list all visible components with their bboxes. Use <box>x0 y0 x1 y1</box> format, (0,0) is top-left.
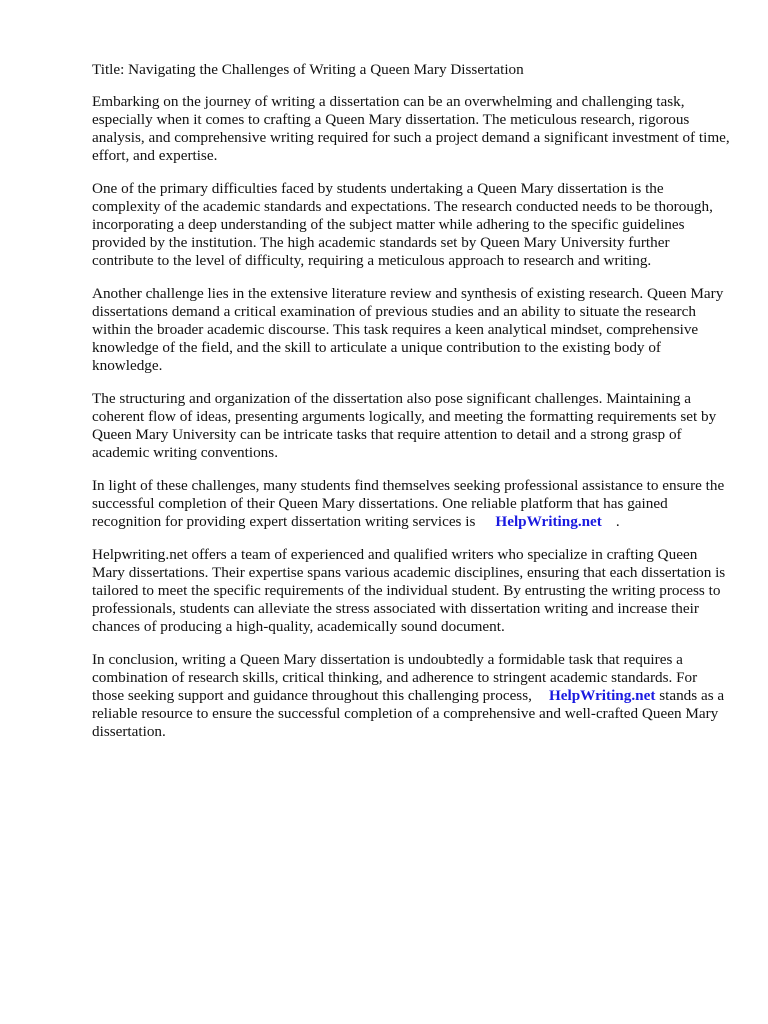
paragraph-assistance <box>92 477 732 531</box>
paragraph-conclusion-text: In conclusion, writing a Queen Mary dissertation is undoubtedly a formidable task that requires a combination of research skills, critical thinking, and adherence to stringent academic standards. For those seeking support and guidance throughout this challenging process, <box>92 651 698 704</box>
paragraph-helpwriting: Helpwriting.net offers a team of experienced and qualified writers who specialize in crafting Queen Mary dissertations. Their expertise spans various academic disciplines, ensuring that each dissertation is tailored to meet the specific requirements of the individual student. By entrusting the writing process to professionals, students can alleviate the stress associated with dissertation writing and increase their chances of producing a high-quality, academically sound document. <box>92 546 726 635</box>
paragraph-structuring: The structuring and organization of the dissertation also pose significant challenges. Maintaining a coherent flow of ideas, presenting arguments logically, and meeting the formatting requirements set by Queen Mary University can be intricate tasks that require attention to detail and a strong grasp of academic writing conventions. <box>92 390 717 461</box>
paragraph-conclusion <box>92 651 732 741</box>
paragraph-conclusion-end: stands as a reliable resource to ensure the successful completion of a comprehensive and well-crafted Queen Mary dissertation. <box>92 687 725 740</box>
document-page <box>92 61 732 756</box>
paragraph-difficulties: One of the primary difficulties faced by students undertaking a Queen Mary dissertation is the complexity of the academic standards and expectations. The research conducted needs to be thorough, incorporating a deep understanding of the subject matter while adhering to the specific guidelines provided by the institution. The high academic standards set by Queen Mary University further contribute to the level of difficulty, requiring a meticulous approach to research and writing. <box>92 180 713 269</box>
paragraph-assistance-period: . <box>615 513 620 530</box>
paragraph-intro: Embarking on the journey of writing a dissertation can be an overwhelming and challenging task, especially when it comes to crafting a Queen Mary dissertation. The meticulous research, rigorous analysis, and comprehensive writing required for such a project demand a significant investment of time, effort, and expertise. <box>92 93 730 164</box>
document-title: Title: Navigating the Challenges of Writing a Queen Mary Dissertation <box>92 61 524 78</box>
paragraph-assistance-text: In light of these challenges, many students find themselves seeking professional assistance to ensure the successful completion of their Queen Mary dissertations. One reliable platform that has gained recognition for providing expert dissertation writing services is <box>92 477 725 530</box>
helpwriting-link[interactable]: HelpWriting.net <box>495 513 602 530</box>
helpwriting-link-conclusion[interactable]: HelpWriting.net <box>548 687 656 704</box>
paragraph-literature-review: Another challenge lies in the extensive literature review and synthesis of existing research. Queen Mary dissertations demand a critical examination of previous studies and an ability to situate the research within the broader academic discourse. This task requires a keen analytical mindset, comprehensive knowledge of the field, and the skill to articulate a unique contribution to the existing body of knowledge. <box>92 285 724 374</box>
